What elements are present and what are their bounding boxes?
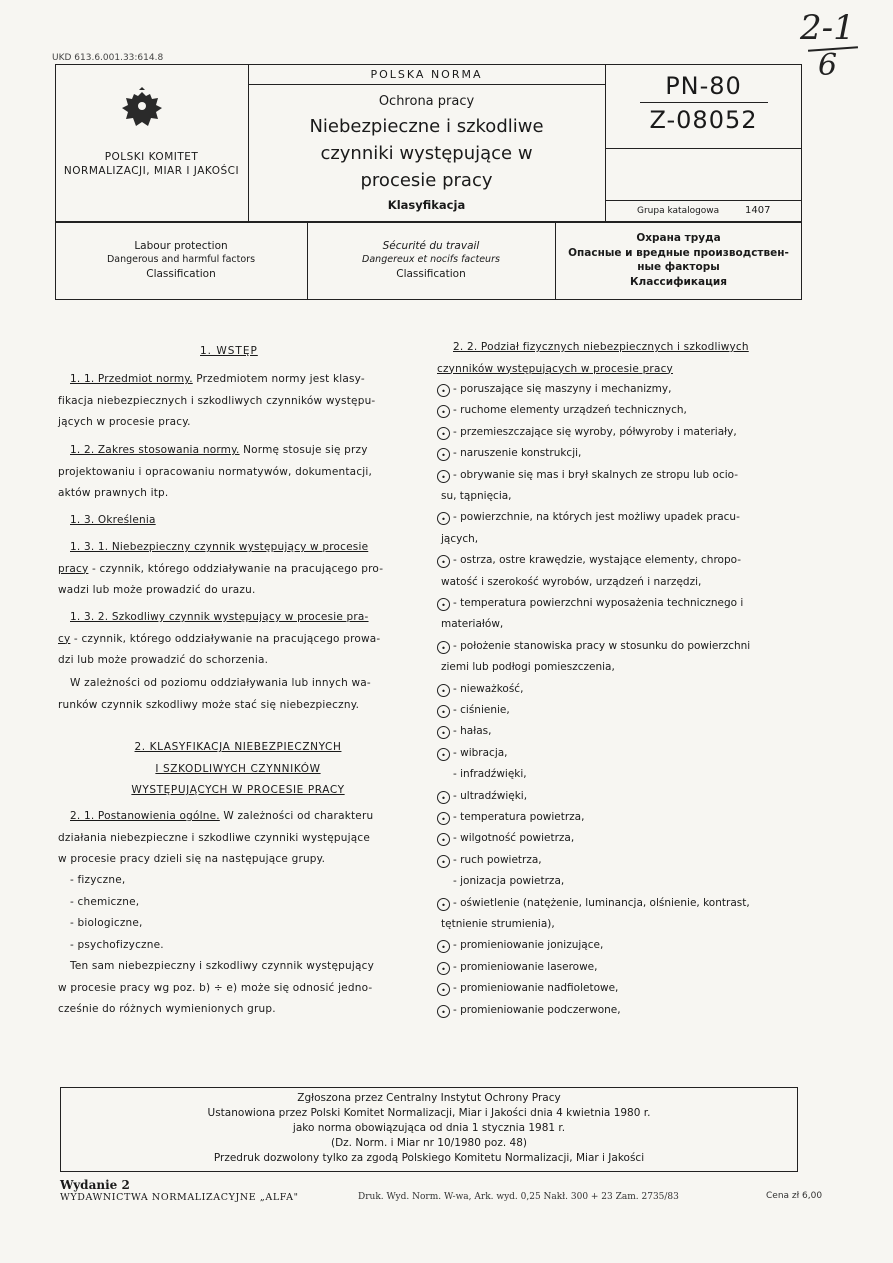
- circled-marker-icon: •: [437, 748, 450, 761]
- norm-subject: Ochrona pracy: [378, 94, 475, 109]
- factor-item-text: - promieniowanie laserowe,: [453, 960, 598, 973]
- header-rule-norm: [248, 84, 605, 85]
- circled-marker-icon: •: [437, 855, 450, 868]
- groups-list: [70, 870, 370, 956]
- factor-item-text: materiałów,: [441, 618, 504, 631]
- eagle-emblem-icon: [118, 86, 166, 134]
- print-info: Druk. Wyd. Norm. W-wa, Ark. wyd. 0,25 Nakł. 300 + 23 Zam. 2735/83: [358, 1192, 679, 1202]
- factor-item: [437, 957, 807, 979]
- factor-item-text: - przemieszczające się wyroby, półwyroby i materiały,: [453, 425, 737, 438]
- price: Cena zł 6,00: [766, 1191, 823, 1201]
- factor-item: [437, 400, 807, 422]
- section-1-3-1: 1. 3. 1. Niebezpieczny czynnik występujący w procesie pracy - czynnik, którego oddziaływanie na pracującego pro- wadzi lub może prowadzić do urazu.: [58, 541, 384, 596]
- factor-item: [437, 379, 807, 401]
- organization-name: POLSKI KOMITET NORMALIZACJI, MIAR I JAKOŚCI: [63, 151, 240, 177]
- factor-item-text: - nieważkość,: [453, 682, 524, 695]
- publisher: WYDAWNICTWA NORMALIZACYJNE „ALFA": [60, 1192, 299, 1203]
- factor-item-text: jących,: [441, 532, 479, 545]
- handwritten-sheet: 6: [818, 48, 838, 83]
- norm-subtitle: Klasyfikacja: [387, 198, 466, 212]
- circled-marker-icon: •: [437, 448, 450, 461]
- circled-marker-icon: •: [437, 791, 450, 804]
- factor-item-text: - ruch powietrza,: [453, 853, 542, 866]
- factor-item: [437, 700, 807, 722]
- section-2-1-final: Ten sam niebezpieczny i szkodliwy czynnik występujący w procesie pracy wg poz. b) ÷ e) może się odnosić jedno- cześnie do różnych wymienionych grup.: [58, 960, 375, 1015]
- factor-item: [437, 507, 807, 529]
- translation-fr: Sécurité du travail Dangereux et nocifs facteurs Classification: [362, 240, 500, 280]
- norm-title: Niebezpieczne i szkodliwe czynniki występujące w procesie pracy: [309, 116, 544, 191]
- factor-item: [437, 935, 807, 957]
- factor-item: [437, 721, 807, 743]
- section-2-heading: 2. KLASYFIKACJA NIEBEZPIECZNYCH I SZKODLIWYCH CZYNNIKÓW WYSTĘPUJĄCYCH W PROCESIE PRACY: [131, 741, 345, 796]
- header-rule-catalog: [605, 200, 802, 201]
- factor-item-text: - naruszenie konstrukcji,: [453, 447, 582, 460]
- circled-marker-icon: •: [437, 684, 450, 697]
- circled-marker-icon: •: [437, 940, 450, 953]
- circled-marker-icon: •: [437, 983, 450, 996]
- footer-text: Zgłoszona przez Centralny Instytut Ochrony Pracy Ustanowiona przez Polski Komitet Normalizacji, Miar i Jakości dnia 4 kwietnia 1980 r. jako norma obowiązująca od dnia 1 stycznia 1981 r. (Dz. Norm. i Miar nr 10/1980 poz. 48) Przedruk dozwolony tylko za zgodą Polskiego Komitetu Normalizacji, Miar i Jakości: [207, 1092, 651, 1164]
- group-item: - chemiczne,: [70, 895, 140, 908]
- factor-item-text: - ostrza, ostre krawędzie, wystające elementy, chropo-: [453, 554, 742, 567]
- factor-item-text: - wilgotność powietrza,: [453, 832, 575, 845]
- catalog-group-value: 1407: [745, 205, 771, 216]
- factor-item: [437, 465, 807, 487]
- factor-item: [437, 871, 823, 893]
- translation-en: Labour protection Dangerous and harmful factors Classification: [106, 240, 256, 280]
- edition: Wydanie 2: [60, 1178, 130, 1192]
- factor-item: [437, 743, 807, 765]
- factor-item-text: - powierzchnie, na których jest możliwy upadek pracu-: [453, 511, 740, 524]
- section-1-2: 1. 2. Zakres stosowania normy. Normę stosuje się przy projektowaniu i opracowaniu normatywów, dokumentacji, aktów prawnych itp.: [58, 444, 373, 499]
- circled-marker-icon: •: [437, 512, 450, 525]
- factor-item-text: - obrywanie się mas i brył skalnych ze stropu lub ocio-: [453, 468, 739, 481]
- section-2-1: 2. 1. Postanowienia ogólne. W zależności od charakteru działania niebezpieczne i szkodliwe czynniki występujące w procesie pracy dzieli się na następujące grupy.: [58, 810, 374, 865]
- factor-item: [437, 828, 807, 850]
- norm-number-bottom: Z-08052: [649, 106, 758, 134]
- circled-marker-icon: •: [437, 1005, 450, 1018]
- factor-item-text: tętnienie strumienia),: [441, 918, 555, 930]
- header-rule-number: [605, 148, 802, 149]
- factor-item-text: - temperatura powietrza,: [453, 811, 585, 823]
- catalog-group-label: Grupa katalogowa: [637, 206, 720, 216]
- factor-item-text: - ciśnienie,: [453, 704, 510, 716]
- circled-marker-icon: •: [437, 598, 450, 611]
- factor-item: [437, 850, 807, 872]
- circled-marker-icon: •: [437, 427, 450, 440]
- handwritten-page-code: 2-1: [800, 8, 855, 48]
- factor-item-text: - promieniowanie nadfioletowe,: [453, 982, 619, 995]
- section-1-heading: 1. WSTĘP: [200, 345, 258, 357]
- group-item: - psychofizyczne.: [70, 938, 164, 951]
- factor-item-text: - promieniowanie podczerwone,: [453, 1003, 621, 1016]
- circled-marker-icon: •: [437, 384, 450, 397]
- factor-item-text: - temperatura powierzchni wyposażenia technicznego i: [453, 597, 744, 609]
- norm-number-rule: [640, 102, 768, 103]
- norm-type: POLSKA NORMA: [370, 68, 483, 81]
- factor-item-text: - poruszające się maszyny i mechanizmy,: [453, 383, 672, 395]
- circled-marker-icon: •: [437, 812, 450, 825]
- section-1-1: 1. 1. Przedmiot normy. Przedmiotem normy jest klasy- fikacja niebezpiecznych i szkodliwych czynników występu- jących w procesie pracy.: [58, 373, 376, 428]
- section-1-3-paragraph: W zależności od poziomu oddziaływania lub innych wa- runków czynnik szkodliwy może stać się niebezpieczny.: [58, 677, 371, 711]
- norm-number-top: PN-80: [665, 72, 742, 100]
- factor-item: [437, 764, 823, 786]
- factor-item: [437, 486, 811, 508]
- circled-marker-icon: •: [437, 470, 450, 483]
- factor-item-text: watość i szerokość wyrobów, urządzeń i narzędzi,: [441, 575, 702, 588]
- circled-marker-icon: •: [437, 405, 450, 418]
- factor-item-text: - jonizacja powietrza,: [453, 875, 565, 888]
- factor-item: [437, 550, 807, 572]
- factor-item: [437, 914, 811, 936]
- factor-item: [437, 422, 807, 444]
- factor-item-text: - ruchome elementy urządzeń technicznych,: [453, 404, 687, 417]
- section-2-2-heading: 2. 2. Podział fizycznych niebezpiecznych i szkodliwych czynników występujących w procesie pracy: [437, 341, 749, 375]
- circled-marker-icon: •: [437, 726, 450, 739]
- factor-item-text: - promieniowanie jonizujące,: [453, 939, 604, 952]
- circled-marker-icon: •: [437, 962, 450, 975]
- factor-item: [437, 679, 807, 701]
- factor-item-text: - wibracja,: [453, 746, 508, 759]
- group-item: - biologiczne,: [70, 917, 143, 929]
- factor-item: [437, 529, 811, 551]
- factor-item: [437, 636, 807, 658]
- factor-item-text: - ultradźwięki,: [453, 789, 528, 802]
- udc-code: UKD 613.6.001.33:614.8: [52, 53, 164, 63]
- factor-item-text: - położenie stanowiska pracy w stosunku do powierzchni: [453, 639, 751, 652]
- factor-item: [437, 807, 807, 829]
- factor-item-text: - hałas,: [453, 725, 492, 738]
- section-1-3-heading: 1. 3. Określenia: [70, 514, 156, 526]
- factor-item: [437, 572, 811, 594]
- factor-item: [437, 443, 807, 465]
- factor-item: [437, 593, 807, 615]
- section-1-3-2: 1. 3. 2. Szkodliwy czynnik występujący w procesie pra- cy - czynnik, którego oddziaływanie na pracującego prowa- dzi lub może prowadzić do schorzenia.: [58, 611, 381, 666]
- factor-item: [437, 893, 807, 915]
- factor-item: [437, 978, 807, 1000]
- circled-marker-icon: •: [437, 641, 450, 654]
- circled-marker-icon: •: [437, 705, 450, 718]
- factor-item-text: - infradźwięki,: [453, 768, 527, 781]
- factor-item-text: ziemi lub podłogi pomieszczenia,: [441, 661, 615, 674]
- factor-item-text: - oświetlenie (natężenie, luminancja, olśnienie, kontrast,: [453, 896, 750, 909]
- factor-item: [437, 1000, 807, 1022]
- factor-item: [437, 786, 807, 808]
- circled-marker-icon: •: [437, 555, 450, 568]
- factor-item: [437, 657, 811, 679]
- circled-marker-icon: •: [437, 898, 450, 911]
- circled-marker-icon: •: [437, 833, 450, 846]
- translation-ru: Охрана труда Опасные и вредные производствен- ные факторы Классификация: [568, 232, 789, 288]
- group-item: - fizyczne,: [70, 874, 126, 886]
- factor-item-text: su, tąpnięcia,: [441, 490, 512, 502]
- factor-item: [437, 614, 811, 636]
